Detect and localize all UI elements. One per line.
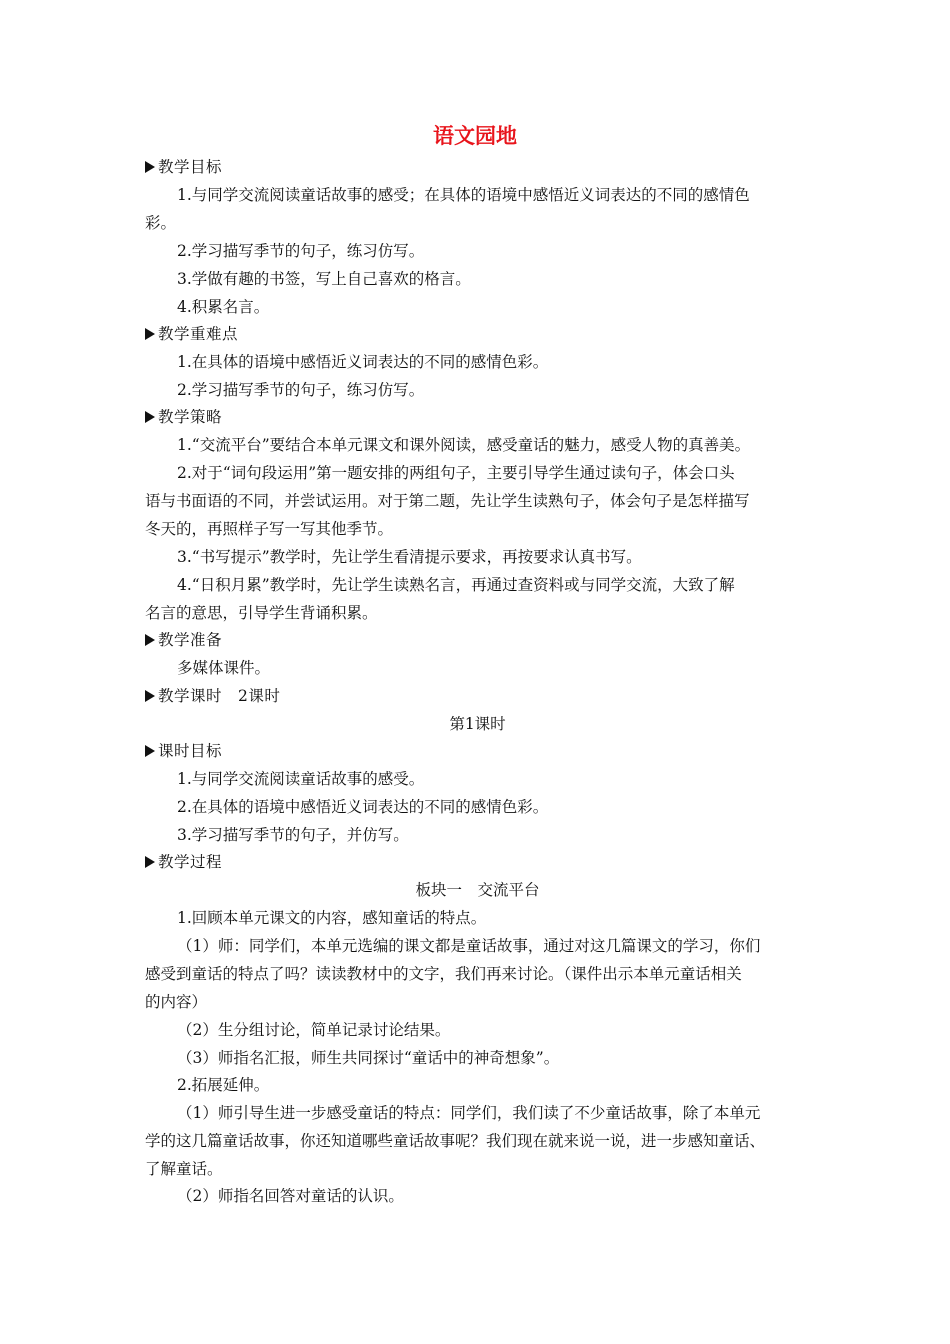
triangle-bullet-icon: [145, 161, 155, 173]
paragraph-line: 感受到童话的特点了吗？读读教材中的文字，我们再来讨论。（课件出示本单元童话相关: [145, 965, 742, 983]
triangle-bullet-icon: [145, 328, 155, 340]
paragraph-line: 了解童话。: [145, 1160, 223, 1178]
paragraph-line: 2.在具体的语境中感悟近义词表达的不同的感情色彩。: [177, 798, 549, 816]
paragraph-line: （1）师引导生进一步感受童话的特点：同学们，我们读了不少童话故事，除了本单元: [177, 1104, 761, 1122]
section-heading-key-points: 教学重难点: [145, 320, 810, 348]
paragraph-line: （2）师指名回答对童话的认识。: [177, 1187, 404, 1205]
paragraph-line: 4.积累名言。: [177, 298, 270, 316]
paragraph-line: 的内容）: [145, 993, 208, 1011]
triangle-bullet-icon: [145, 745, 155, 757]
paragraph-line: （3）师指名汇报，师生共同探讨“童话中的神奇想象”。: [177, 1049, 560, 1067]
paragraph-line: 名言的意思，引导学生背诵积累。: [145, 604, 378, 622]
paragraph-line: 2.学习描写季节的句子，练习仿写。: [177, 242, 425, 260]
paragraph-line: （1）师：同学们，本单元选编的课文都是童话故事，通过对这几篇课文的学习，你们: [177, 937, 761, 955]
block-heading: 板块一 交流平台: [415, 881, 540, 899]
paragraph-line: 1.“交流平台”要结合本单元课文和课外阅读，感受童话的魅力，感受人物的真善美。: [177, 436, 751, 454]
paragraph-line: 2.对于“词句段运用”第一题安排的两组句子，主要引导学生通过读句子，体会口头: [177, 464, 735, 482]
paragraph-line: （2）生分组讨论，简单记录讨论结果。: [177, 1021, 451, 1039]
triangle-bullet-icon: [145, 856, 155, 868]
lesson-heading: 第1课时: [449, 715, 506, 733]
paragraph-line: 语与书面语的不同，并尝试运用。对于第二题，先让学生读熟句子，体会句子是怎样描写: [145, 492, 750, 510]
paragraph-line: 1.与同学交流阅读童话故事的感受。: [177, 770, 425, 788]
paragraph-line: 3.学习描写季节的句子，并仿写。: [177, 826, 409, 844]
document-title: 语文园地: [433, 124, 517, 148]
paragraph-line: 2.拓展延伸。: [177, 1076, 270, 1094]
triangle-bullet-icon: [145, 411, 155, 423]
section-heading-lesson-goals: 课时目标: [145, 737, 810, 765]
section-heading-goals: 教学目标: [145, 153, 810, 181]
section-heading-strategy: 教学策略: [145, 403, 810, 431]
paragraph-line: 2.学习描写季节的句子，练习仿写。: [177, 381, 425, 399]
paragraph-line: 1.回顾本单元课文的内容，感知童话的特点。: [177, 909, 487, 927]
triangle-bullet-icon: [145, 634, 155, 646]
section-heading-process: 教学过程: [145, 848, 810, 876]
triangle-bullet-icon: [145, 690, 155, 702]
section-heading-preparation: 教学准备: [145, 626, 810, 654]
paragraph-line: 4.“日积月累”教学时，先让学生读熟名言，再通过查资料或与同学交流，大致了解: [177, 576, 735, 594]
paragraph-line: 1.在具体的语境中感悟近义词表达的不同的感情色彩。: [177, 353, 549, 371]
paragraph-line: 3.学做有趣的书签，写上自己喜欢的格言。: [177, 270, 471, 288]
paragraph-line: 学的这几篇童话故事，你还知道哪些童话故事呢？我们现在就来说一说，进一步感知童话、: [145, 1132, 766, 1150]
paragraph-line: 冬天的，再照样子写一写其他季节。: [145, 520, 394, 538]
paragraph-line: 3.“书写提示”教学时，先让学生看清提示要求，再按要求认真书写。: [177, 548, 642, 566]
paragraph-line: 多媒体课件。: [177, 659, 271, 677]
paragraph-line: 1.与同学交流阅读童话故事的感受；在具体的语境中感悟近义词表达的不同的感情色: [177, 186, 750, 204]
section-heading-hours: 教学课时 2课时: [145, 682, 810, 710]
paragraph-line: 彩。: [145, 214, 177, 232]
